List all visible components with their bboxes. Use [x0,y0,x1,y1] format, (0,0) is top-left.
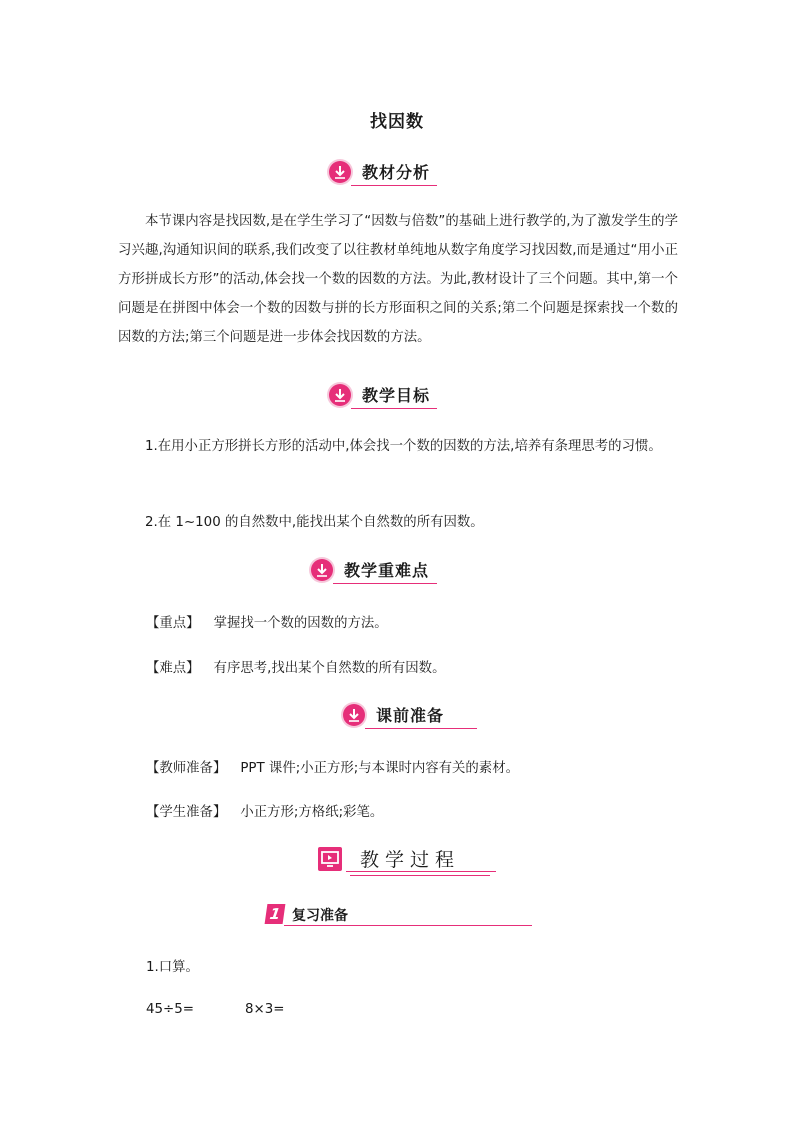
calc-item-2: 8×3= [245,1002,285,1017]
key-point-row [146,612,388,631]
section-heading-preparation [343,703,477,729]
step-underline [284,925,532,926]
goal-item-1: 1.在用小正方形拼长方形的活动中,体会找一个数的因数的方法,培养有条理思考的习惯。 [145,439,662,454]
analysis-paragraph: 本节课内容是找因数,是在学生学习了“因数与倍数”的基础上进行教学的,为了激发学生的学习兴趣,沟通知识间的联系,我们改变了以往教材单纯地从数字角度学习找因数,而是通过“用小正方形拼成长方形”的活动,体会找一个数的因数的方法。为此,教材设计了三个问题。其中,第一个问题是在拼图中体会一个数的因数与拼的长方形面积之间的关系;第二个问题是探索找一个数的因数的方法;第三个问题是进一步体会找因数的方法。 [118,214,678,345]
section-heading-label: 课前准备 [376,706,445,725]
down-arrow-icon [343,704,365,726]
teacher-prep-label: 【教师准备】 [146,761,227,776]
step-heading [266,904,532,928]
step-number-badge: 1 [265,904,286,924]
page-title: 找因数 [370,112,424,132]
section-heading-label: 教学重难点 [344,561,430,580]
heading-underline [333,583,437,584]
section-heading-process [318,845,498,875]
section-heading-key-points [311,558,437,584]
exercise-heading: 1.口算。 [146,960,199,975]
difficult-point-text: 有序思考,找出某个自然数的所有因数。 [213,661,446,676]
down-arrow-icon [329,161,351,183]
heading-underline-secondary [350,875,490,876]
section-heading-analysis [329,160,437,186]
section-heading-label: 教材分析 [362,163,431,182]
heading-underline [365,728,477,729]
heading-underline [351,408,437,409]
heading-underline [346,871,496,872]
difficult-point-label: 【难点】 [146,661,200,676]
student-prep-row [146,801,383,820]
key-point-label: 【重点】 [146,616,200,631]
key-point-text: 掌握找一个数的因数的方法。 [213,616,388,631]
student-prep-text: 小正方形;方格纸;彩笔。 [240,805,384,820]
teacher-prep-text: PPT 课件;小正方形;与本课时内容有关的素材。 [240,761,519,776]
heading-underline [351,185,437,186]
section-heading-goals [329,383,437,409]
section-heading-label: 教学过程 [360,849,461,871]
calc-item-1: 45÷5= [146,1002,194,1017]
goal-item-2: 2.在 1~100 的自然数中,能找出某个自然数的所有因数。 [145,515,484,530]
difficult-point-row [146,657,445,676]
down-arrow-icon [311,559,333,581]
teacher-prep-row [146,757,519,776]
section-heading-label: 教学目标 [362,386,431,405]
monitor-icon [318,847,342,871]
student-prep-label: 【学生准备】 [146,805,227,820]
down-arrow-icon [329,384,351,406]
step-heading-label: 复习准备 [292,908,348,924]
